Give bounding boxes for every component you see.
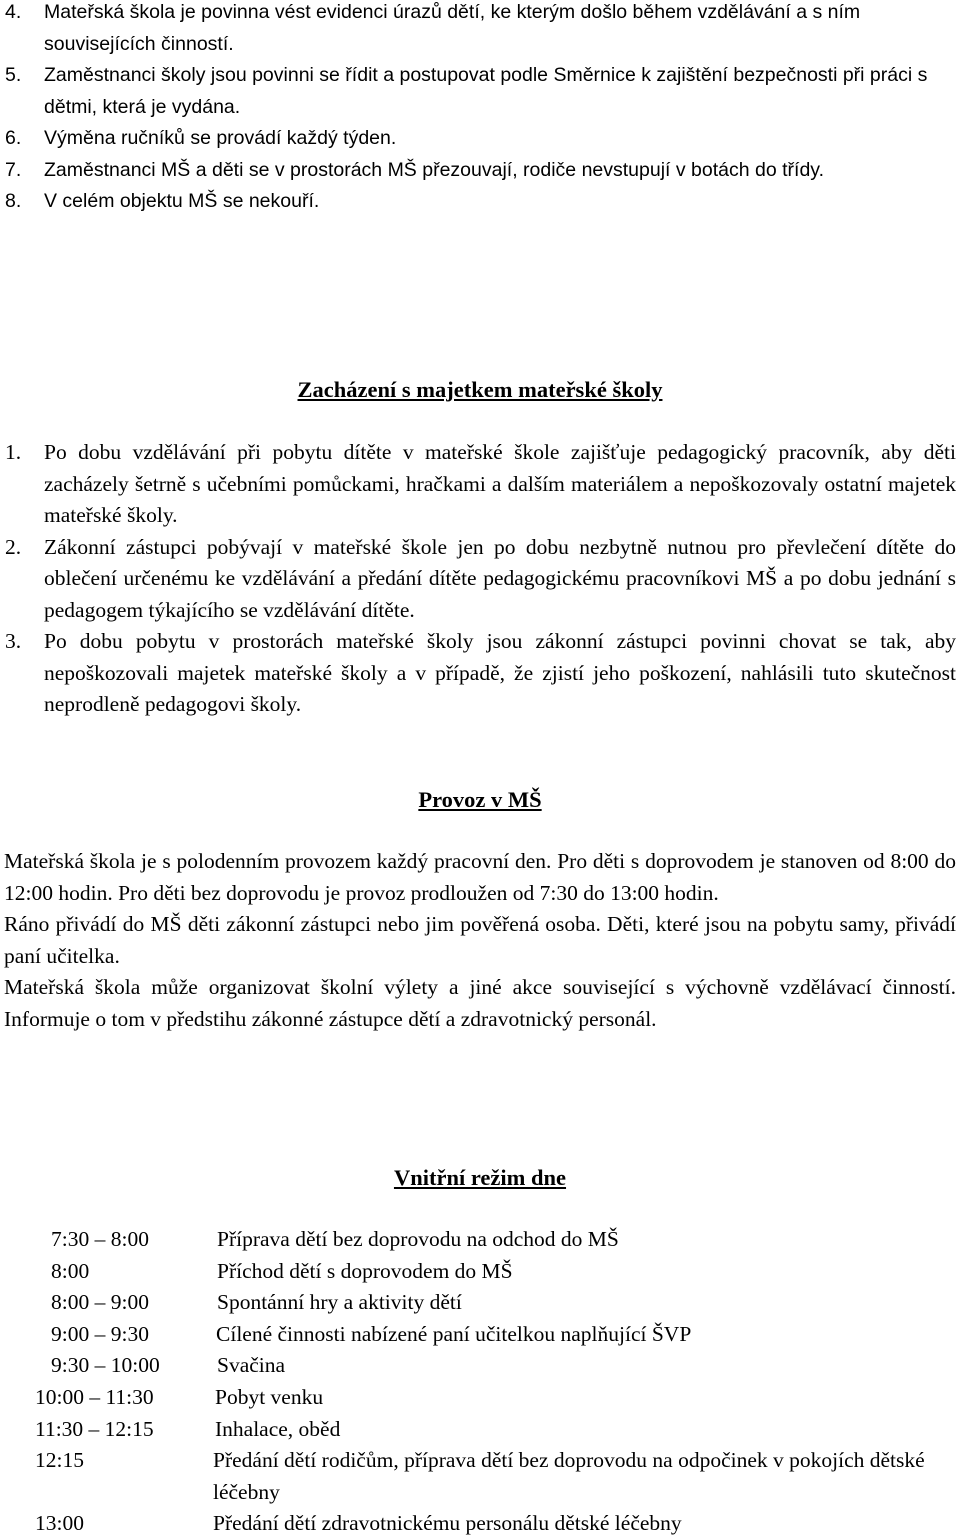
schedule-time: 9:00 – 9:30 <box>51 1321 149 1346</box>
list-item-number: 1. <box>5 440 22 464</box>
schedule-activity: Příchod dětí s doprovodem do MŠ <box>217 1258 513 1283</box>
paragraph: Ráno přivádí do MŠ děti zákonní zástupci nebo jim pověřená osoba. Děti, které jsou na pobytu samy, přivádí paní učitelka. <box>4 912 956 968</box>
list-item-number: 5. <box>5 64 22 86</box>
list-item-number: 8. <box>5 190 22 212</box>
property-rules-list <box>5 437 956 721</box>
schedule-time: 12:15 <box>35 1448 84 1473</box>
list-item-number: 7. <box>5 158 22 181</box>
list-item-text: Po dobu vzdělávání při pobytu dítěte v mateřské škole zajišťuje pedagogický pracovník, aby děti zacházely šetrně s učebními pomůckami, hračkami a dalším materiálem a nepoškozovaly ostatní majetek mateřské školy. <box>44 440 956 527</box>
schedule-activity: Předání dětí rodičům, příprava dětí bez doprovodu na odpočinek v pokojích dětské léčebny <box>213 1448 925 1504</box>
list-item-text: Mateřská škola je povinna vést evidenci úrazů dětí, ke kterým došlo během vzdělávání a s ním souvisejících činností. <box>44 1 861 55</box>
list-item <box>5 532 956 627</box>
schedule-activity: Příprava dětí bez doprovodu na odchod do MŠ <box>217 1227 619 1251</box>
paragraph: Mateřská škola je s polodenním provozem každý pracovní den. Pro děti s doprovodem je stanoven od 8:00 do 12:00 hodin. Pro děti bez doprovodu je provoz prodloužen od 7:30 do 13:00 hodin. <box>4 849 956 905</box>
list-item-number: 2. <box>5 534 22 559</box>
section-heading-property: Zacházení s majetkem mateřské školy <box>297 377 663 402</box>
schedule-row <box>0 1445 960 1508</box>
schedule-activity: Inhalace, oběd <box>215 1416 341 1441</box>
schedule-activity: Spontánní hry a aktivity dětí <box>217 1290 462 1315</box>
list-item <box>5 437 956 532</box>
list-item <box>5 0 956 60</box>
list-item <box>5 626 956 721</box>
list-item-text: Výměna ručníků se provádí každý týden. <box>44 127 397 149</box>
paragraph: Mateřská škola může organizovat školní výlety a jiné akce související s výchovně vzdělávací činností. Informuje o tom v předstihu zákonné zástupce dětí a zdravotnický personál. <box>4 975 956 1031</box>
schedule-row <box>0 1319 960 1351</box>
schedule-time: 9:30 – 10:00 <box>51 1353 160 1378</box>
schedule-activity: Pobyt venku <box>215 1384 324 1409</box>
schedule-row <box>0 1508 960 1540</box>
list-item-text: Zaměstnanci školy jsou povinni se řídit a postupovat podle Směrnice k zajištění bezpečnosti při práci s dětmi, která je vydána. <box>44 64 928 118</box>
list-item <box>5 186 956 218</box>
section-heading-schedule: Vnitřní režim dne <box>393 1165 567 1190</box>
section-heading-operation: Provoz v MŠ <box>418 787 542 812</box>
daily-schedule <box>0 1224 960 1540</box>
schedule-row <box>0 1287 960 1319</box>
schedule-time: 13:00 <box>35 1511 84 1536</box>
schedule-row <box>0 1256 960 1288</box>
list-item-text: Po dobu pobytu v prostorách mateřské školy jsou zákonní zástupci povinni chovat se tak, aby nepoškozovali majetek mateřské školy a v případě, že zjistí jeho poškození, nahlásili tuto skutečnost neprodleně pedagogovi školy. <box>44 629 956 716</box>
schedule-row <box>0 1382 960 1414</box>
schedule-row <box>0 1224 960 1256</box>
safety-rules-list <box>5 0 956 218</box>
schedule-activity: Cílené činnosti nabízené paní učitelkou naplňující ŠVP <box>216 1321 692 1346</box>
list-item-text: V celém objektu MŠ se nekouří. <box>44 190 320 212</box>
list-item-text: Zaměstnanci MŠ a děti se v prostorách MŠ přezouvají, rodiče nevstupují v botách do třídy. <box>44 158 825 181</box>
schedule-time: 7:30 – 8:00 <box>51 1227 149 1251</box>
list-item-text: Zákonní zástupci pobývají v mateřské škole jen po dobu nezbytně nutnou pro převlečení dítěte do oblečení určenému ke vzdělávání a předání dítěte pedagogickému pracovníkovi MŠ a po dobu jednání s pedagogem týkajícího se vzdělávání dítěte. <box>44 534 956 622</box>
operation-text <box>4 846 956 1035</box>
list-item <box>5 123 956 155</box>
schedule-activity: Svačina <box>217 1353 286 1378</box>
list-item-number: 4. <box>5 1 22 23</box>
list-item-number: 3. <box>5 629 22 653</box>
list-item-number: 6. <box>5 127 22 149</box>
schedule-time: 10:00 – 11:30 <box>35 1384 154 1409</box>
list-item <box>5 60 956 123</box>
schedule-time: 8:00 – 9:00 <box>51 1290 149 1315</box>
schedule-time: 11:30 – 12:15 <box>35 1416 154 1441</box>
schedule-row <box>0 1414 960 1446</box>
list-item <box>5 155 956 187</box>
schedule-time: 8:00 <box>51 1258 90 1283</box>
schedule-activity: Předání dětí zdravotnickému personálu dětské léčebny <box>213 1511 682 1536</box>
schedule-row <box>0 1350 960 1382</box>
